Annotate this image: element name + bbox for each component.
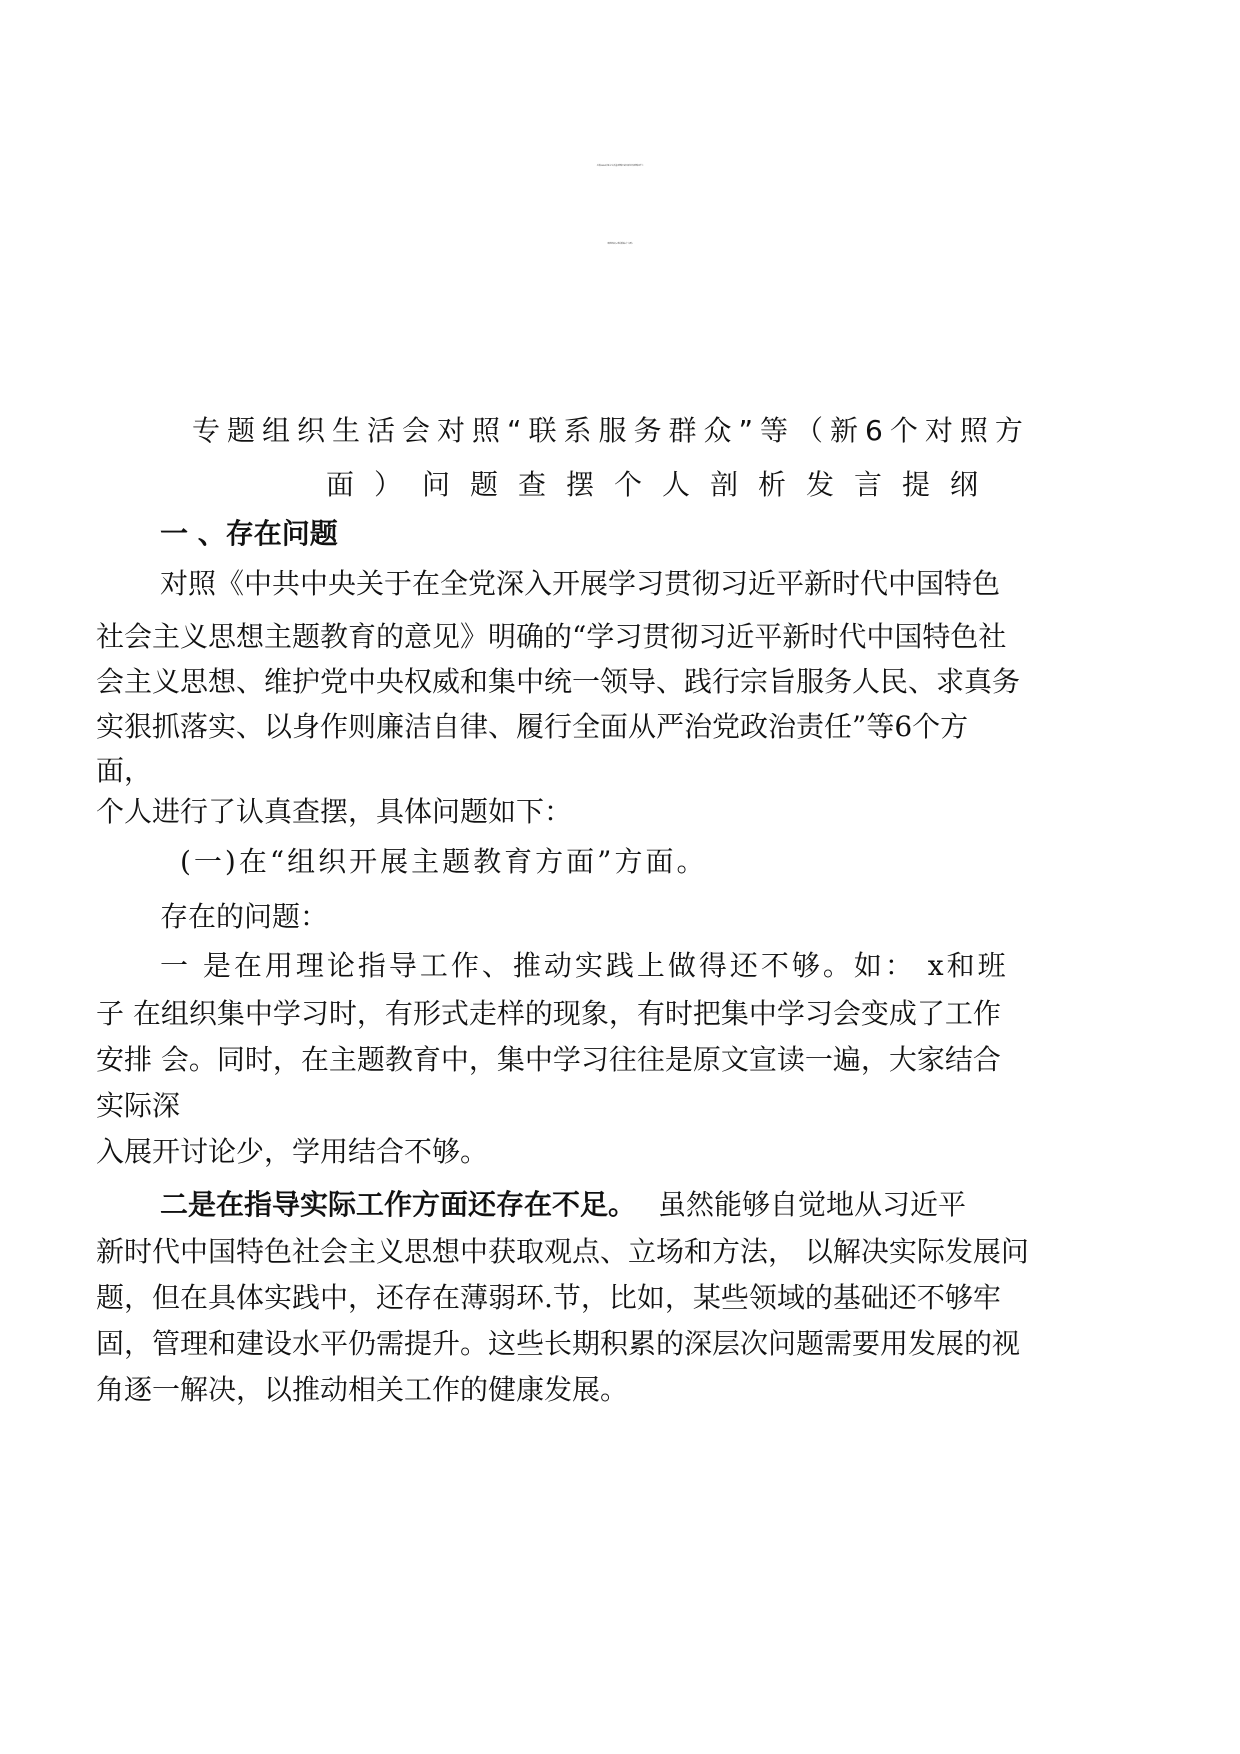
paragraph-2-line-1: 一 是在用理论指导工作、推动实践上做得还不够。如： x和班: [160, 949, 1009, 982]
paragraph-1-line-2: 社会主义思想主题教育的意见》明确的“学习贯彻习近平新时代中国特色社: [96, 620, 1007, 653]
problems-label: 存在的问题：: [160, 900, 329, 933]
paragraph-2-line-4: 实际深: [96, 1089, 181, 1122]
paragraph-1-line-5: 面，: [96, 754, 153, 787]
subsection-heading: (一)在“组织开展主题教育方面”方面。: [180, 845, 708, 878]
paragraph-2-line-5: 入展开讨论少，学用结合不够。: [96, 1135, 489, 1168]
paragraph-3-line-2: 新时代中国特色社会主义思想中获取观点、立场和方法， 以解决实际发展问: [96, 1235, 1029, 1268]
paragraph-3-lead: 二是在指导实际工作方面还存在不足。: [160, 1188, 637, 1221]
paragraph-2-line-2: 子 在组织集中学习时，有形式走样的现象，有时把集中学习会变成了工作: [96, 997, 1001, 1030]
paragraph-1-line-4: 实狠抓落实、以身作则廉洁自律、履行全面从严治党政治责任”等6个方: [96, 710, 969, 743]
paragraph-1-line-1: 对照《中共中央关于在全党深入开展学习贯彻习近平新时代中国特色: [160, 567, 1001, 600]
paragraph-1-line-6: 个人进行了认真查摆，具体问题如下：: [96, 795, 573, 828]
paragraph-3-line-5: 角逐一解决，以推动相关工作的健康发展。: [96, 1373, 629, 1406]
paragraph-3-line-3: 题，但在具体实践中，还存在薄弱环.节，比如，某些领域的基础还不够牢: [96, 1281, 1001, 1314]
document-title-line-1: 九篇2024年民主生活会对照检查检视材料对照执行上: [596, 165, 644, 167]
paragraph-1-line-3: 会主义思想、维护党中央权威和集中统一领导、践行宗旨服务人民、求真务: [96, 665, 1021, 698]
document-title-line-2: 级组织决定等(新版6个方面): [607, 243, 633, 245]
section-heading: 一 、存在问题: [160, 517, 338, 550]
paragraph-3-line-1: [160, 1183, 966, 1223]
paragraph-3-line-1-text: 虽然能够自觉地从习近平: [658, 1188, 967, 1221]
paragraph-3-line-4: 固，管理和建设水平仍需提升。这些长期积累的深层次问题需要用发展的视: [96, 1327, 1021, 1360]
article-subtitle-line-1: 专题组织生活会对照“联系服务群众”等（新6个对照方: [192, 414, 1030, 447]
paragraph-2-line-3: 安排 会。同时，在主题教育中，集中学习往往是原文宣读一遍，大家结合: [96, 1043, 1001, 1076]
article-subtitle-line-2: 面）问题查摆个人剖析发言提纲: [326, 468, 999, 501]
